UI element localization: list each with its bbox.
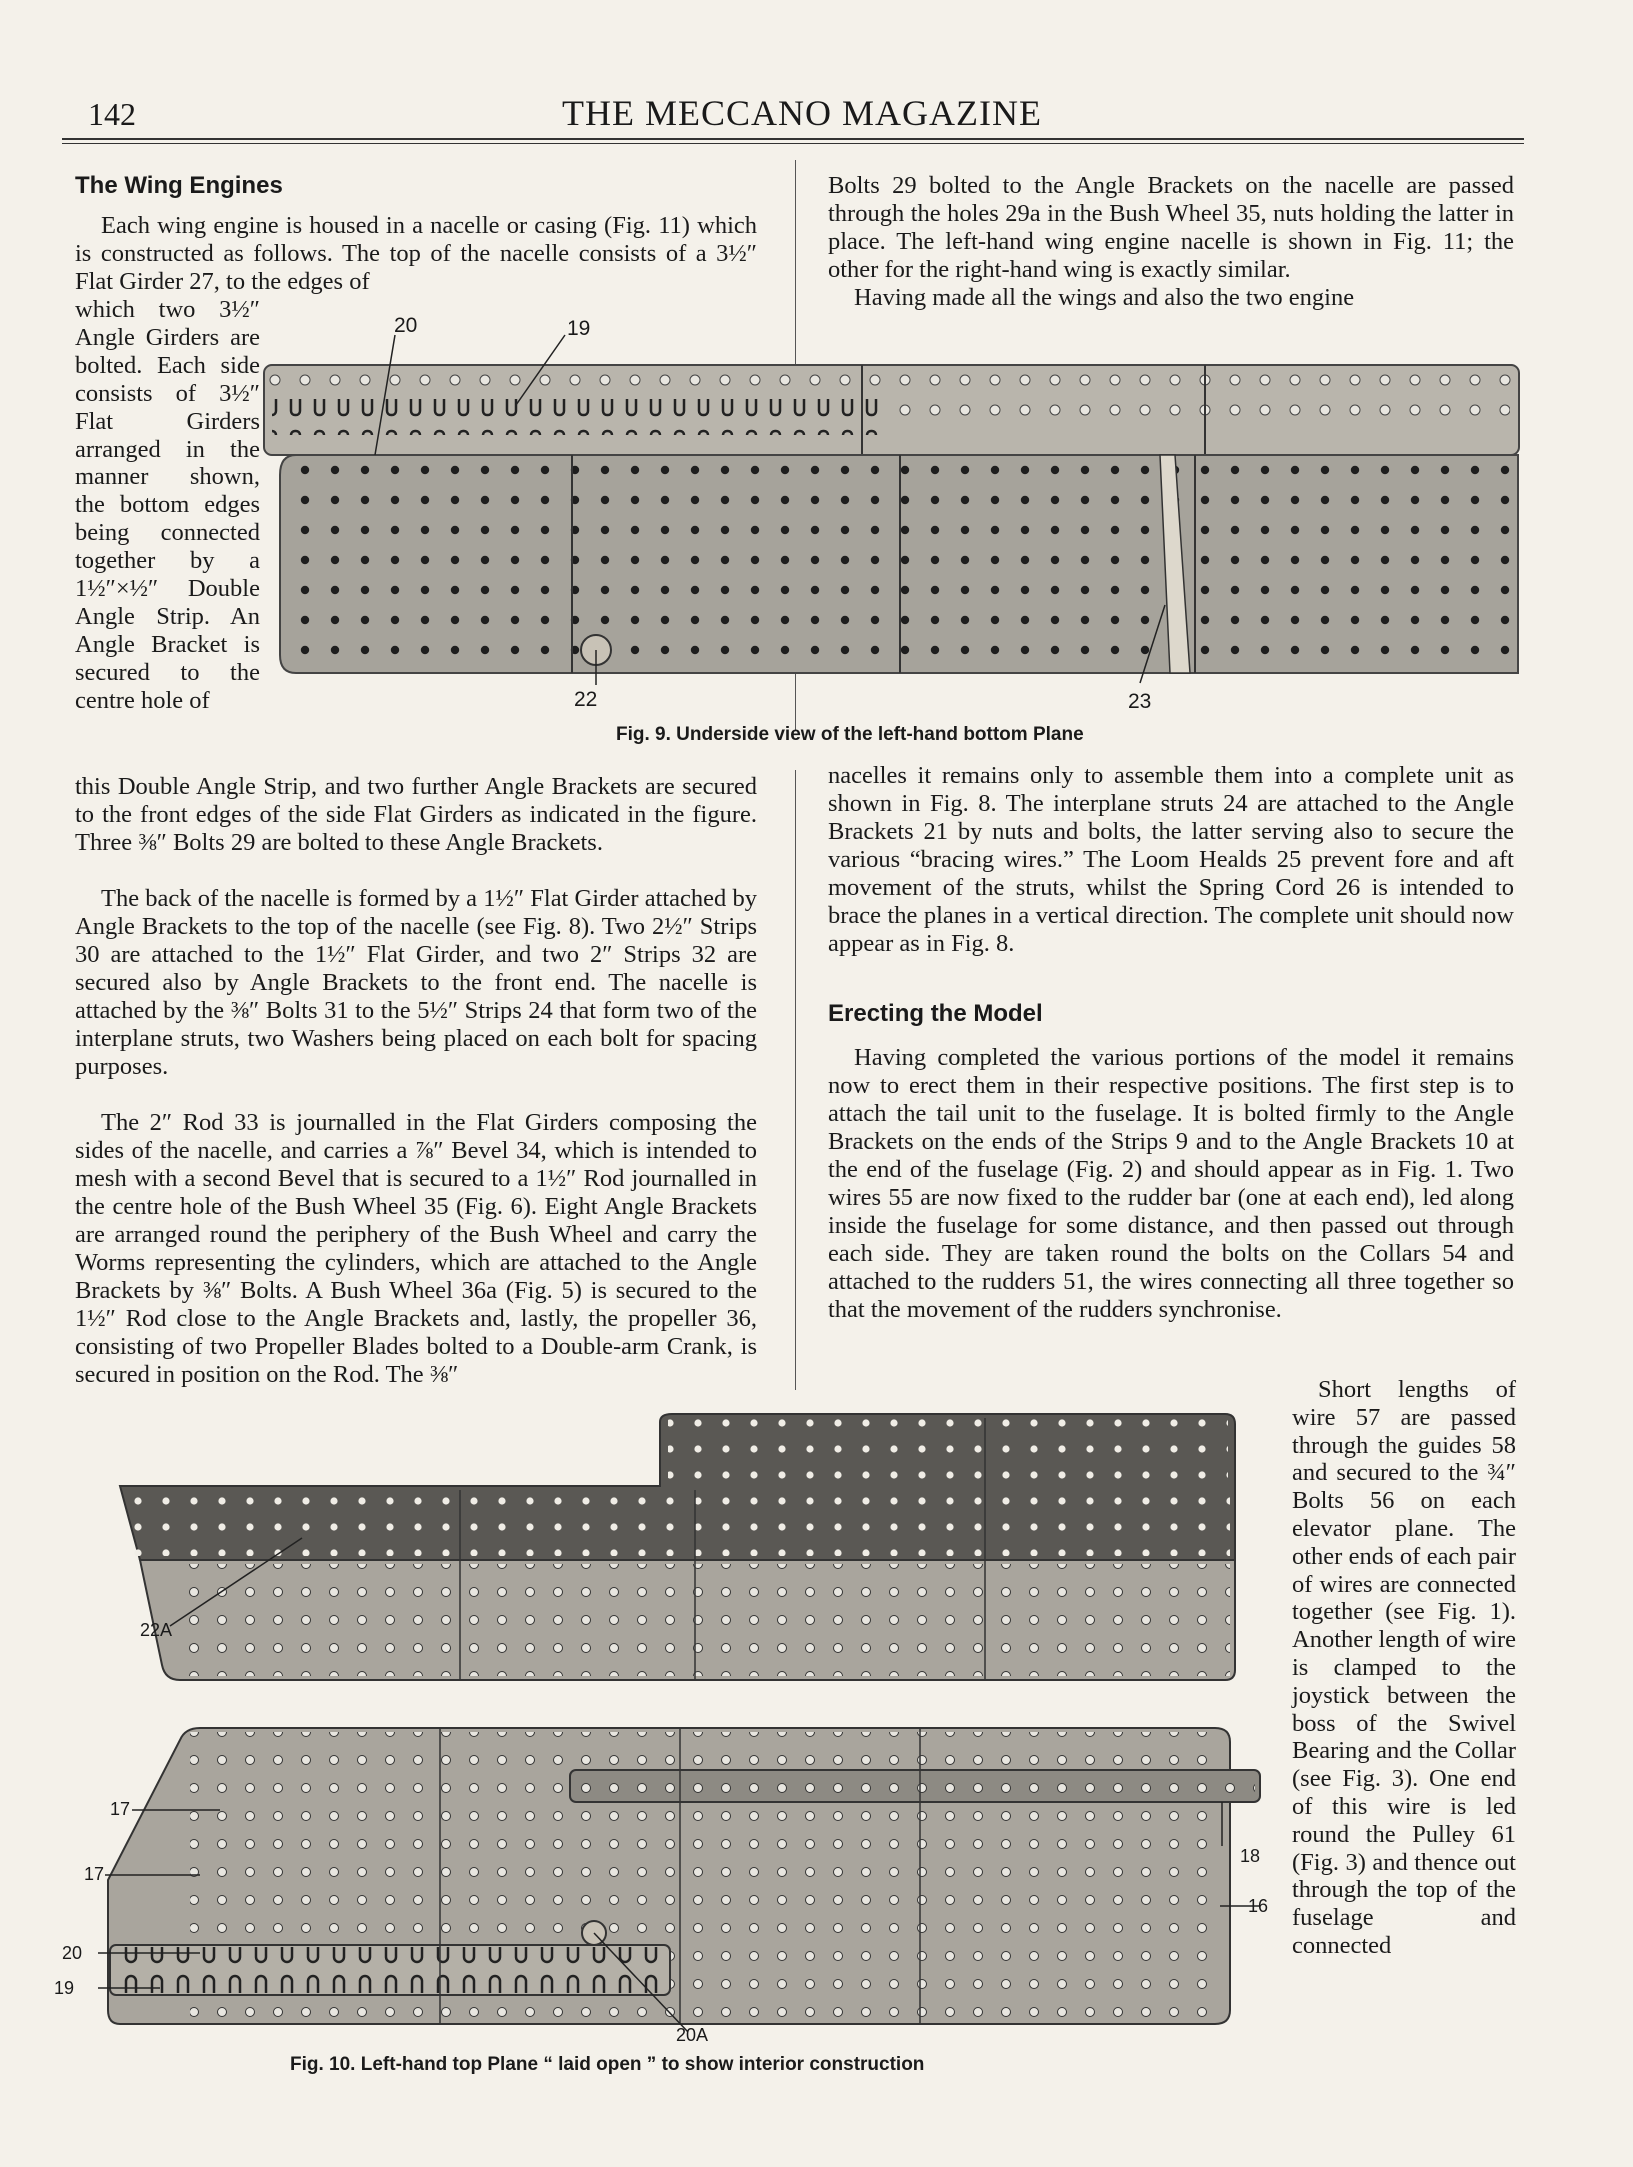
fig10-callout-17a: 17: [110, 1799, 131, 1819]
column-rule-bottom: [795, 770, 796, 1390]
para1-wide-text: Each wing engine is housed in a nacelle or casing (Fig. 11) which is constructed as follows. The top of the nacelle consists of a 3½″ Flat Girder 27, to the edges of: [75, 212, 757, 295]
paragraph-2: [75, 885, 757, 1081]
magazine-title: THE MECCANO MAGAZINE: [562, 93, 1042, 133]
paragraph-short: [1292, 1376, 1516, 1960]
para-erecting-text: Having completed the various portions of the model it remains now to erect them in their respective positions. The first step is to attach the tail unit to the fuselage. It is bolted firmly to the Angle Brackets on the ends of the Strips 9 and to the Angle Brackets 10 at the end of the fuselage (Fig. 2) and should appear as in Fig. 1. Two wires 55 are now fixed to the rudder bar (one at each end), led along inside the fuselage for some distance, and then passed out through each side. They are taken round the bolts on the Collars 54 and attached to the rudders 51, the wires connecting all three together so that the movement of the rudders synchronise.: [828, 1044, 1514, 1323]
fig9-caption: Fig. 9. Underside view of the left-hand bottom Plane: [616, 724, 1084, 745]
fig10-callout-17b: 17: [84, 1864, 105, 1884]
page-number: 142: [88, 96, 136, 132]
fig10-callout-18: 18: [1240, 1846, 1261, 1866]
fig9-callout-19: 19: [567, 317, 591, 340]
paragraph-right-top: [828, 172, 1514, 312]
paragraph-right-mid: [828, 762, 1514, 958]
page-header: [82, 92, 1522, 132]
paragraph-3: [75, 1109, 757, 1389]
fig10-caption: Fig. 10. Left-hand top Plane “ laid open ” to show interior construction: [290, 2054, 925, 2075]
figure-10-illustration: [40, 1410, 1280, 2040]
para2-text: The back of the nacelle is formed by a 1½″ Flat Girder attached by Angle Brackets to the top of the nacelle (see Fig. 8). Two 2½″ Strips 30 are attached to the 1½″ Flat Girder, and two 2″ Strips 32 are secured also by Angle Brackets to the front end. The nacelle is attached by the ⅜″ Bolts 31 to the 5½″ Strips 24 that form two of the interplane struts, two Washers being placed on each bolt for spacing purposes.: [75, 885, 757, 1080]
figure-9-illustration: [260, 305, 1530, 685]
para-right-mid-text: nacelles it remains only to assemble them into a complete unit as shown in Fig. 8. The interplane struts 24 are attached to the Angle Brackets 21 by nuts and bolts, the latter serving also to secure the various “bracing wires.” The Loom Healds 25 prevent fore and aft movement of the struts, whilst the Spring Cord 26 is intended to brace the planes in a vertical direction. The complete unit should now appear as in Fig. 8.: [828, 762, 1514, 957]
para-right-top-text: Bolts 29 bolted to the Angle Brackets on the nacelle are passed through the holes 29a in the Bush Wheel 35, nuts holding the latter in place. The left-hand wing engine nacelle is shown in Fig. 11; the other for the right-hand wing is exactly similar.: [828, 172, 1514, 283]
heading-wing-engines: The Wing Engines: [75, 172, 283, 199]
para3-text: The 2″ Rod 33 is journalled in the Flat Girders composing the sides of the nacelle, and carries a ⅞″ Bevel 34, which is intended to mesh with a second Bevel that is secured to a 1½″ Rod journalled in the centre hole of the Bush Wheel 35 (Fig. 6). Eight Angle Brackets are arranged round the periphery of the Bush Wheel and carry the Worms representing the cylinders, which are attached to the Angle Brackets by ⅜″ Bolts. A Bush Wheel 36a (Fig. 5) is secured to the 1½″ Rod close to the Angle Brackets and, lastly, the propeller 36, consisting of two Propeller Blades bolted to a Double-arm Crank, is secured in position on the Rod. The ⅜″: [75, 1109, 757, 1388]
paragraph-1-cont: [75, 773, 757, 857]
figure-9: [260, 305, 1530, 685]
fig10-callout-20: 20: [62, 1943, 83, 1963]
paragraph-1-wide: [75, 212, 757, 296]
paragraph-1-narrow: [75, 296, 260, 715]
para-short-text: Short lengths of wire 57 are passed through the guides 58 and secured to the ¾″ Bolts 56 on each elevator plane. The other ends of each pair of wires are connected together (see Fig. 1). Another length of wire is clamped to the joystick between the boss of the Swivel Bearing and the Collar (see Fig. 3). One end of this wire is led round the Pulley 61 (Fig. 3) and thence out through the top of the fuselage and connected: [1292, 1376, 1516, 1959]
para1-cont-text: this Double Angle Strip, and two further Angle Brackets are secured to the front edges of the side Flat Girders as indicated in the figure. Three ⅜″ Bolts 29 are bolted to these Angle Brackets.: [75, 773, 757, 856]
figure-10: [40, 1410, 1280, 2040]
fig10-callout-22a: 22A: [140, 1620, 173, 1640]
fig9-callout-22: 22: [574, 688, 598, 711]
heading-erecting: Erecting the Model: [828, 1000, 1043, 1027]
fig9-callout-20: 20: [394, 314, 418, 337]
header-rule-thin: [62, 143, 1524, 144]
fig10-callout-19: 19: [54, 1978, 75, 1998]
fig10-callout-16: 16: [1248, 1896, 1269, 1916]
fig9-callout-23: 23: [1128, 690, 1152, 713]
fig10-callout-20a: 20A: [676, 2025, 709, 2045]
para-right-top2-text: Having made all the wings and also the two engine: [854, 284, 1355, 311]
paragraph-erecting: [828, 1044, 1514, 1324]
para1-narrow-text: which two 3½″ Angle Girders are bolted. Each side consists of 3½″ Flat Girders arranged in the manner shown, the bottom edges being connected together by a 1½″×½″ Double Angle Strip. An Angle Bracket is secured to the centre hole of: [75, 296, 260, 714]
header-rule: [62, 138, 1524, 140]
